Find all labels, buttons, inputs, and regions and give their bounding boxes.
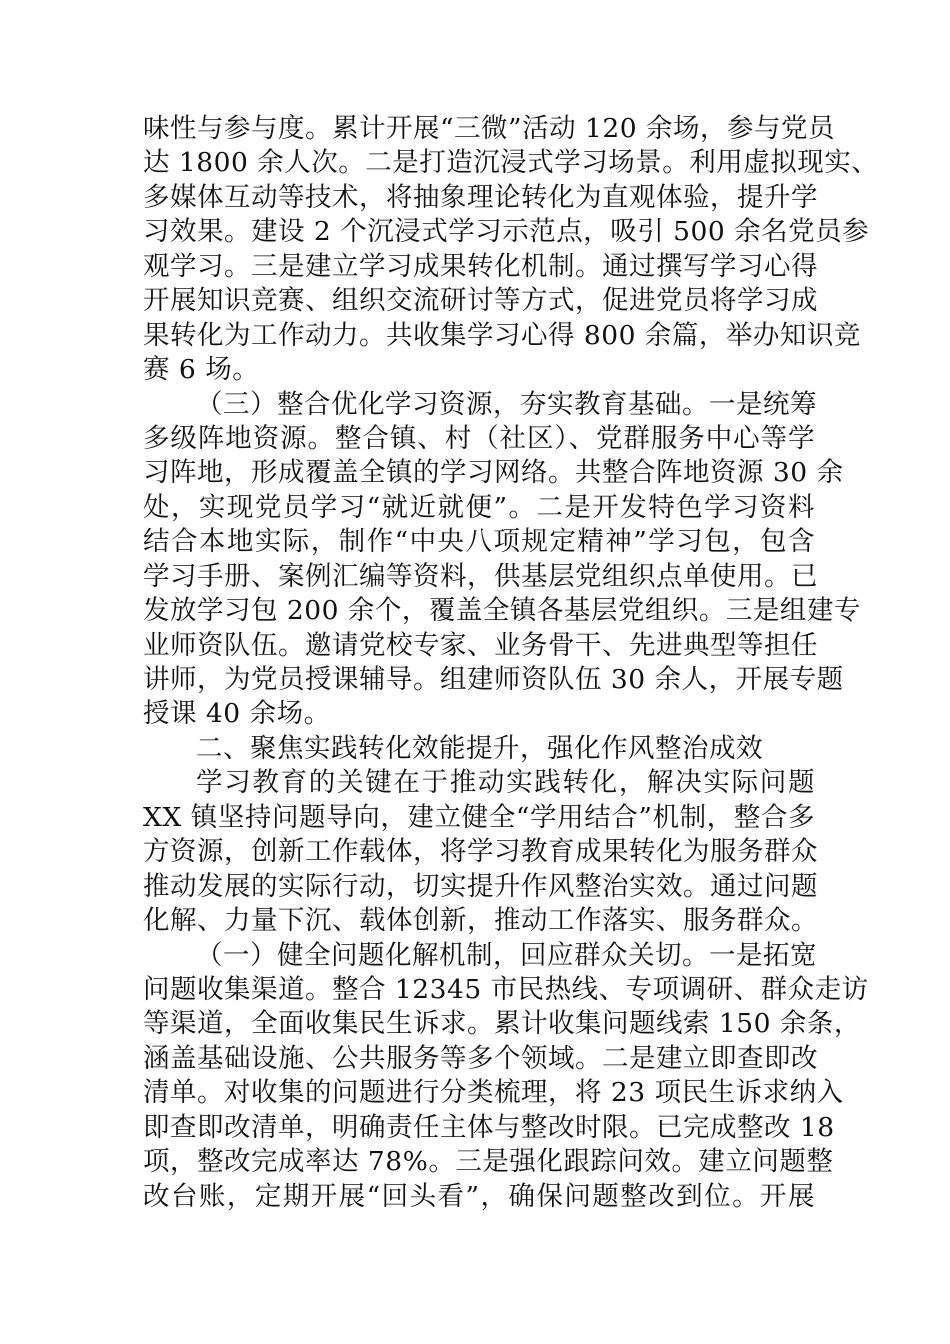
text-line: 涵盖基础设施、公共服务等多个领域。二是建立即查即改	[143, 1042, 818, 1074]
text-line: 推动发展的实际行动，切实提升作风整治实效。通过问题	[143, 870, 818, 902]
text-line: 开展知识竞赛、组织交流研讨等方式，促进党员将学习成	[143, 285, 818, 317]
text-line: 项，整改完成率达 78%。三是强化跟踪问效。建立问题整	[143, 1146, 834, 1178]
text-line: 达 1800 余人次。二是打造沉浸式学习场景。利用虚拟现实、	[143, 147, 879, 179]
text-line: 观学习。三是建立学习成果转化机制。通过撰写学习心得	[143, 250, 818, 282]
text-line: 讲师，为党员授课辅导。组建师资队伍 30 余人，开展专题	[143, 664, 844, 695]
text-line: 业师资队伍。邀请党校专家、业务骨干、先进典型等担任	[143, 629, 818, 661]
text-line: 味性与参与度。累计开展“三微”活动 120 余场，参与党员	[143, 113, 836, 144]
text-line: XX 镇坚持问题导向，建立健全“学用结合”机制，整合多	[143, 801, 815, 833]
document-body	[143, 112, 879, 1214]
text-line: 问题收集渠道。整合 12345 市民热线、专项调研、群众走访	[143, 973, 869, 1005]
text-line: 方资源，创新工作载体，将学习教育成果转化为服务群众	[143, 836, 818, 868]
text-line: 清单。对收集的问题进行分类梳理，将 23 项民生诉求纳入	[143, 1077, 844, 1109]
section-heading-1: （一）健全问题化解机制，回应群众关切。一是拓宽	[196, 939, 817, 971]
text-line: 学习教育的关键在于推动实践转化，解决实际问题	[196, 767, 815, 799]
text-line: 果转化为工作动力。共收集学习心得 800 余篇，举办知识竞	[143, 319, 861, 351]
text-line: 发放学习包 200 余个，覆盖全镇各基层党组织。三是组建专	[143, 595, 861, 627]
text-line: 学习手册、案例汇编等资料，供基层党组织点单使用。已	[143, 560, 818, 592]
text-line: 多媒体互动等技术，将抽象理论转化为直观体验，提升学	[143, 181, 818, 213]
text-line: 等渠道，全面收集民生诉求。累计收集问题线索 150 余条，	[143, 1008, 861, 1040]
text-line: 赛 6 场。	[143, 354, 260, 386]
text-line: 结合本地实际，制作“中央八项规定精神”学习包，包含	[143, 526, 815, 558]
text-line: 习阵地，形成覆盖全镇的学习网络。共整合阵地资源 30 余	[143, 457, 844, 489]
text-line: 处，实现党员学习“就近就便”。二是开发特色学习资料	[143, 491, 815, 523]
section-heading-2: 二、聚焦实践转化效能提升，强化作风整治成效	[196, 732, 763, 764]
text-line: 即查即改清单，明确责任主体与整改时限。已完成整改 18	[143, 1111, 835, 1143]
text-line: 化解、力量下沉、载体创新，推动工作落实、服务群众。	[143, 905, 818, 937]
text-line: 改台账，定期开展“回头看”，确保问题整改到位。开展	[143, 1180, 815, 1212]
text-line: 多级阵地资源。整合镇、村（社区）、党群服务中心等学	[143, 422, 815, 454]
text-line: 习效果。建设 2 个沉浸式学习示范点，吸引 500 余名党员参	[143, 216, 870, 248]
section-heading-3: （三）整合优化学习资源，夯实教育基础。一是统筹	[196, 388, 817, 420]
text-line: 授课 40 余场。	[143, 698, 331, 730]
